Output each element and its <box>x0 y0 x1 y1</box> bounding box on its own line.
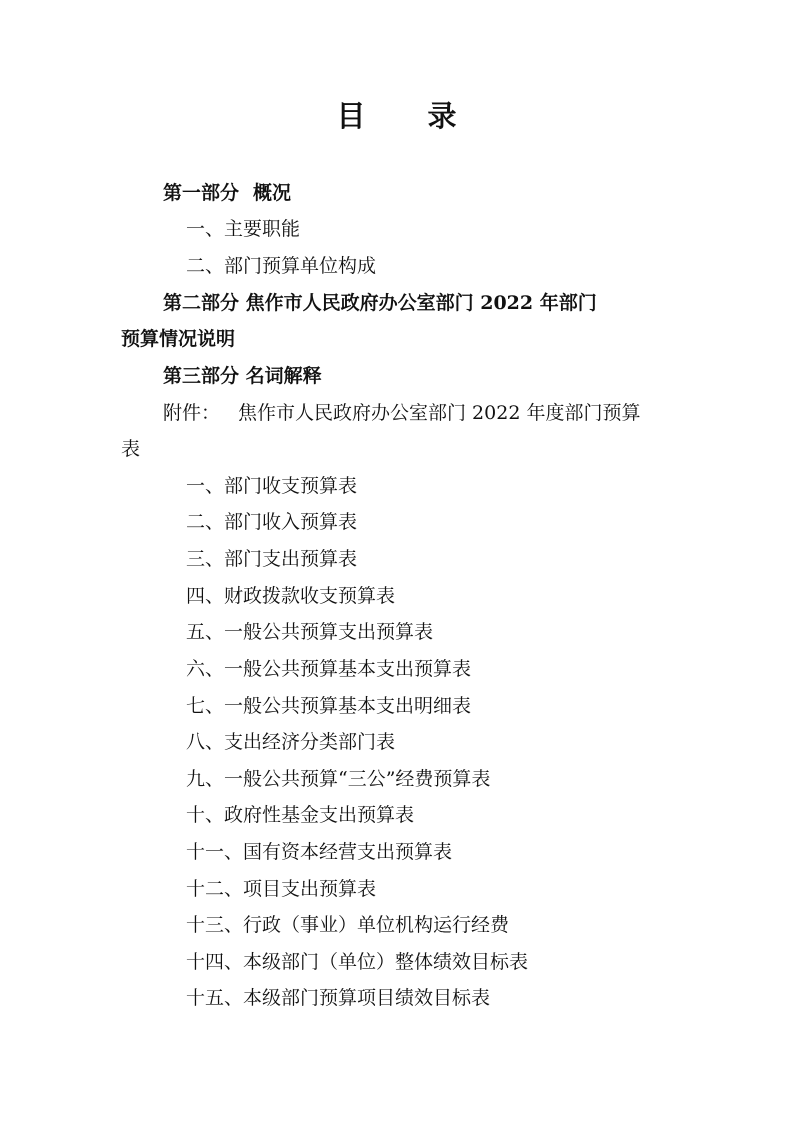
page-title: 目 录 <box>336 99 483 133</box>
appendix-item: 六、一般公共预算基本支出预算表 <box>186 658 472 680</box>
appendix-item: 三、部门支出预算表 <box>186 548 358 570</box>
toc-item-main-functions: 一、主要职能 <box>186 218 301 240</box>
appendix-item: 五、一般公共预算支出预算表 <box>186 621 434 643</box>
appendix-item: 十二、项目支出预算表 <box>186 878 377 900</box>
appendix-item: 四、财政拨款收支预算表 <box>186 585 396 607</box>
appendix-item: 七、一般公共预算基本支出明细表 <box>186 695 472 717</box>
appendix-label: 附件： <box>163 402 221 424</box>
toc-item-unit-composition: 二、部门预算单位构成 <box>186 255 377 277</box>
part2-heading-line2: 预算情况说明 <box>121 328 236 350</box>
appendix-item: 十四、本级部门（单位）整体绩效目标表 <box>186 951 529 973</box>
part2-heading-line1: 第二部分 焦作市人民政府办公室部门 2022 年部门 <box>163 292 597 314</box>
appendix-line1 <box>163 400 640 426</box>
part3-heading: 第三部分 名词解释 <box>163 365 322 387</box>
appendix-item: 十一、国有资本经营支出预算表 <box>186 841 453 863</box>
appendix-item: 十三、行政（事业）单位机构运行经费 <box>186 914 510 936</box>
appendix-title: 焦作市人民政府办公室部门 2022 年度部门预算 <box>238 402 641 424</box>
appendix-item: 十五、本级部门预算项目绩效目标表 <box>186 987 491 1009</box>
part1-heading-title: 概况 <box>253 182 292 204</box>
appendix-item: 九、一般公共预算“三公”经费预算表 <box>186 768 491 790</box>
part1-heading-label: 第一部分 <box>163 182 240 204</box>
appendix-line2: 表 <box>121 438 141 460</box>
appendix-item: 十、政府性基金支出预算表 <box>186 804 415 826</box>
appendix-item: 二、部门收入预算表 <box>186 511 358 533</box>
appendix-item: 一、部门收支预算表 <box>186 475 358 497</box>
part1-heading <box>163 180 291 206</box>
appendix-item: 八、支出经济分类部门表 <box>186 731 396 753</box>
